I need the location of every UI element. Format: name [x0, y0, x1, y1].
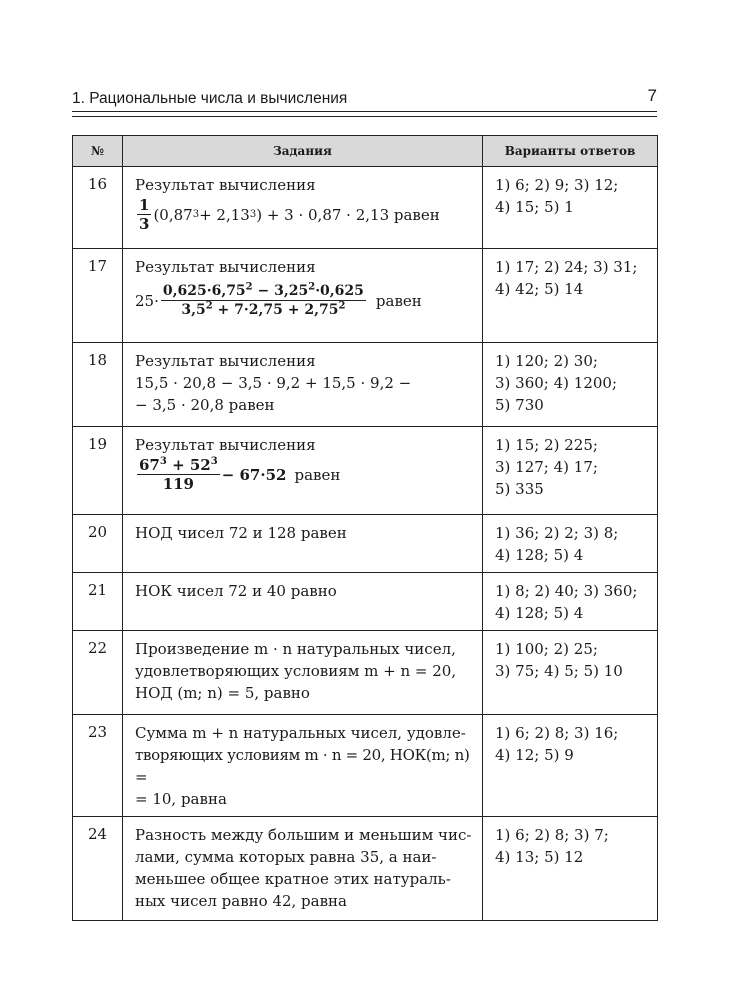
fraction-numerator	[137, 456, 220, 475]
table-row	[73, 249, 658, 343]
answer-line: 4) 15; 5) 1	[495, 198, 574, 216]
answer-line: 1) 6; 2) 8; 3) 7;	[495, 826, 609, 844]
answer-line: 3) 127; 4) 17;	[495, 458, 598, 476]
answers-cell	[483, 817, 658, 921]
exponent: 2	[245, 281, 253, 293]
formula-part: (0,87	[153, 205, 193, 224]
task-line: Результат вычисления	[135, 352, 316, 370]
denominator-part: + 7·2,75 + 2,75	[212, 302, 339, 318]
task-cell	[123, 817, 483, 921]
task-cell	[123, 715, 483, 817]
task-number: 20	[73, 515, 123, 573]
task-number: 16	[73, 167, 123, 249]
fraction-numerator	[161, 282, 366, 301]
answer-line: 4) 42; 5) 14	[495, 280, 584, 298]
task-line: меньшее общее кратное этих натураль-	[135, 870, 451, 888]
answers-cell	[483, 631, 658, 715]
table-row	[73, 427, 658, 515]
task-line: − 3,5 · 20,8 равен	[135, 396, 275, 414]
fraction-denominator: 119	[162, 475, 194, 493]
fraction-denominator	[161, 301, 366, 319]
formula-part: ) + 3 · 0,87 · 2,13 равен	[256, 205, 440, 224]
numerator-part: − 3,25	[252, 283, 309, 299]
answer-line: 5) 335	[495, 480, 544, 498]
answer-line: 5) 730	[495, 396, 544, 414]
answer-line: 3) 75; 4) 5; 5) 10	[495, 662, 623, 680]
answer-line: 4) 128; 5) 4	[495, 546, 584, 564]
column-header-number: №	[73, 136, 123, 167]
task-line: НОД чисел 72 и 128 равен	[135, 524, 347, 542]
numerator-part: 0,625·6,75	[162, 283, 246, 299]
task-line: ных чисел равно 42, равна	[135, 892, 347, 910]
task-number: 24	[73, 817, 123, 921]
fraction	[137, 456, 220, 493]
task-line: творяющих условиям m · n = 20, НОК(m; n) =	[135, 746, 470, 786]
task-number: 17	[73, 249, 123, 343]
tasks-table	[72, 135, 658, 921]
task-cell	[123, 515, 483, 573]
task-cell	[123, 343, 483, 427]
task-line: удовлетворяющих условиям m + n = 20,	[135, 662, 457, 680]
task-intro: Результат вычисления	[135, 258, 316, 276]
table-row	[73, 573, 658, 631]
task-formula	[135, 282, 476, 319]
answer-line: 1) 100; 2) 25;	[495, 640, 598, 658]
exponent: 3	[159, 456, 167, 467]
answer-line: 1) 6; 2) 9; 3) 12;	[495, 176, 619, 194]
task-line: НОК чисел 72 и 40 равно	[135, 582, 337, 600]
header-rule-thin	[72, 116, 657, 117]
denominator-part: 3,5	[181, 302, 206, 318]
fraction	[161, 282, 366, 319]
task-cell	[123, 631, 483, 715]
formula-prefix: 25·	[135, 291, 159, 310]
numerator-part: ·0,625	[315, 283, 364, 299]
answer-line: 4) 13; 5) 12	[495, 848, 584, 866]
task-number: 22	[73, 631, 123, 715]
answer-line: 1) 120; 2) 30;	[495, 352, 598, 370]
task-line: Произведение m · n натуральных чисел,	[135, 640, 456, 658]
formula-suffix: равен	[294, 465, 341, 484]
exponent: 2	[308, 281, 316, 293]
table-row	[73, 343, 658, 427]
answer-line: 1) 8; 2) 40; 3) 360;	[495, 582, 638, 600]
formula-rest: − 67·52	[221, 465, 287, 484]
table-row	[73, 515, 658, 573]
answer-line: 1) 6; 2) 8; 3) 16;	[495, 724, 619, 742]
task-line: = 10, равна	[135, 790, 227, 808]
task-line: НОД (m; n) = 5, равно	[135, 684, 310, 702]
task-intro: Результат вычисления	[135, 176, 316, 194]
answer-line: 1) 17; 2) 24; 3) 31;	[495, 258, 638, 276]
task-cell	[123, 573, 483, 631]
task-line: Сумма m + n натуральных чисел, удовле-	[135, 724, 466, 742]
answers-cell	[483, 715, 658, 817]
page-number: 7	[647, 86, 657, 105]
answers-cell	[483, 427, 658, 515]
task-intro: Результат вычисления	[135, 436, 316, 454]
task-formula	[135, 456, 476, 493]
chapter-title: 1. Рациональные числа и вычисления	[72, 90, 348, 107]
answers-cell	[483, 249, 658, 343]
formula-suffix: равен	[375, 291, 422, 310]
header-rule-thick	[72, 111, 657, 112]
task-cell	[123, 167, 483, 249]
table-header-row	[73, 136, 658, 167]
fraction-numerator: 1	[139, 196, 150, 214]
answers-cell	[483, 573, 658, 631]
numerator-part: + 52	[166, 456, 211, 474]
task-cell	[123, 427, 483, 515]
page-header	[72, 86, 657, 112]
numerator-part: 67	[139, 456, 160, 474]
answers-cell	[483, 167, 658, 249]
task-number: 18	[73, 343, 123, 427]
exponent: 3	[210, 456, 218, 467]
column-header-answers: Варианты ответов	[483, 136, 658, 167]
task-number: 23	[73, 715, 123, 817]
task-line: лами, сумма которых равна 35, а наи-	[135, 848, 437, 866]
formula-part: + 2,13	[199, 205, 250, 224]
answer-line: 4) 128; 5) 4	[495, 604, 584, 622]
task-line: Разность между большим и меньшим чис-	[135, 826, 472, 844]
task-line: 15,5 · 20,8 − 3,5 · 9,2 + 15,5 · 9,2 −	[135, 374, 412, 392]
answer-line: 1) 15; 2) 225;	[495, 436, 598, 454]
fraction-denominator: 3	[139, 215, 150, 233]
task-number: 21	[73, 573, 123, 631]
answers-cell	[483, 343, 658, 427]
fraction	[137, 196, 151, 233]
answer-line: 3) 360; 4) 1200;	[495, 374, 618, 392]
table-row	[73, 631, 658, 715]
exponent: 2	[338, 300, 346, 312]
task-cell	[123, 249, 483, 343]
answers-cell	[483, 515, 658, 573]
table-row	[73, 817, 658, 921]
column-header-tasks: Задания	[123, 136, 483, 167]
answer-line: 4) 12; 5) 9	[495, 746, 574, 764]
table-row	[73, 715, 658, 817]
task-number: 19	[73, 427, 123, 515]
answer-line: 1) 36; 2) 2; 3) 8;	[495, 524, 619, 542]
exponent: 2	[205, 300, 213, 312]
task-formula: $\frac{1}{3}$ (0,87 3 + 2,13 3 ) + 3 · 0,87 · 2,13 равен	[139, 196, 440, 233]
table-row	[73, 167, 658, 249]
